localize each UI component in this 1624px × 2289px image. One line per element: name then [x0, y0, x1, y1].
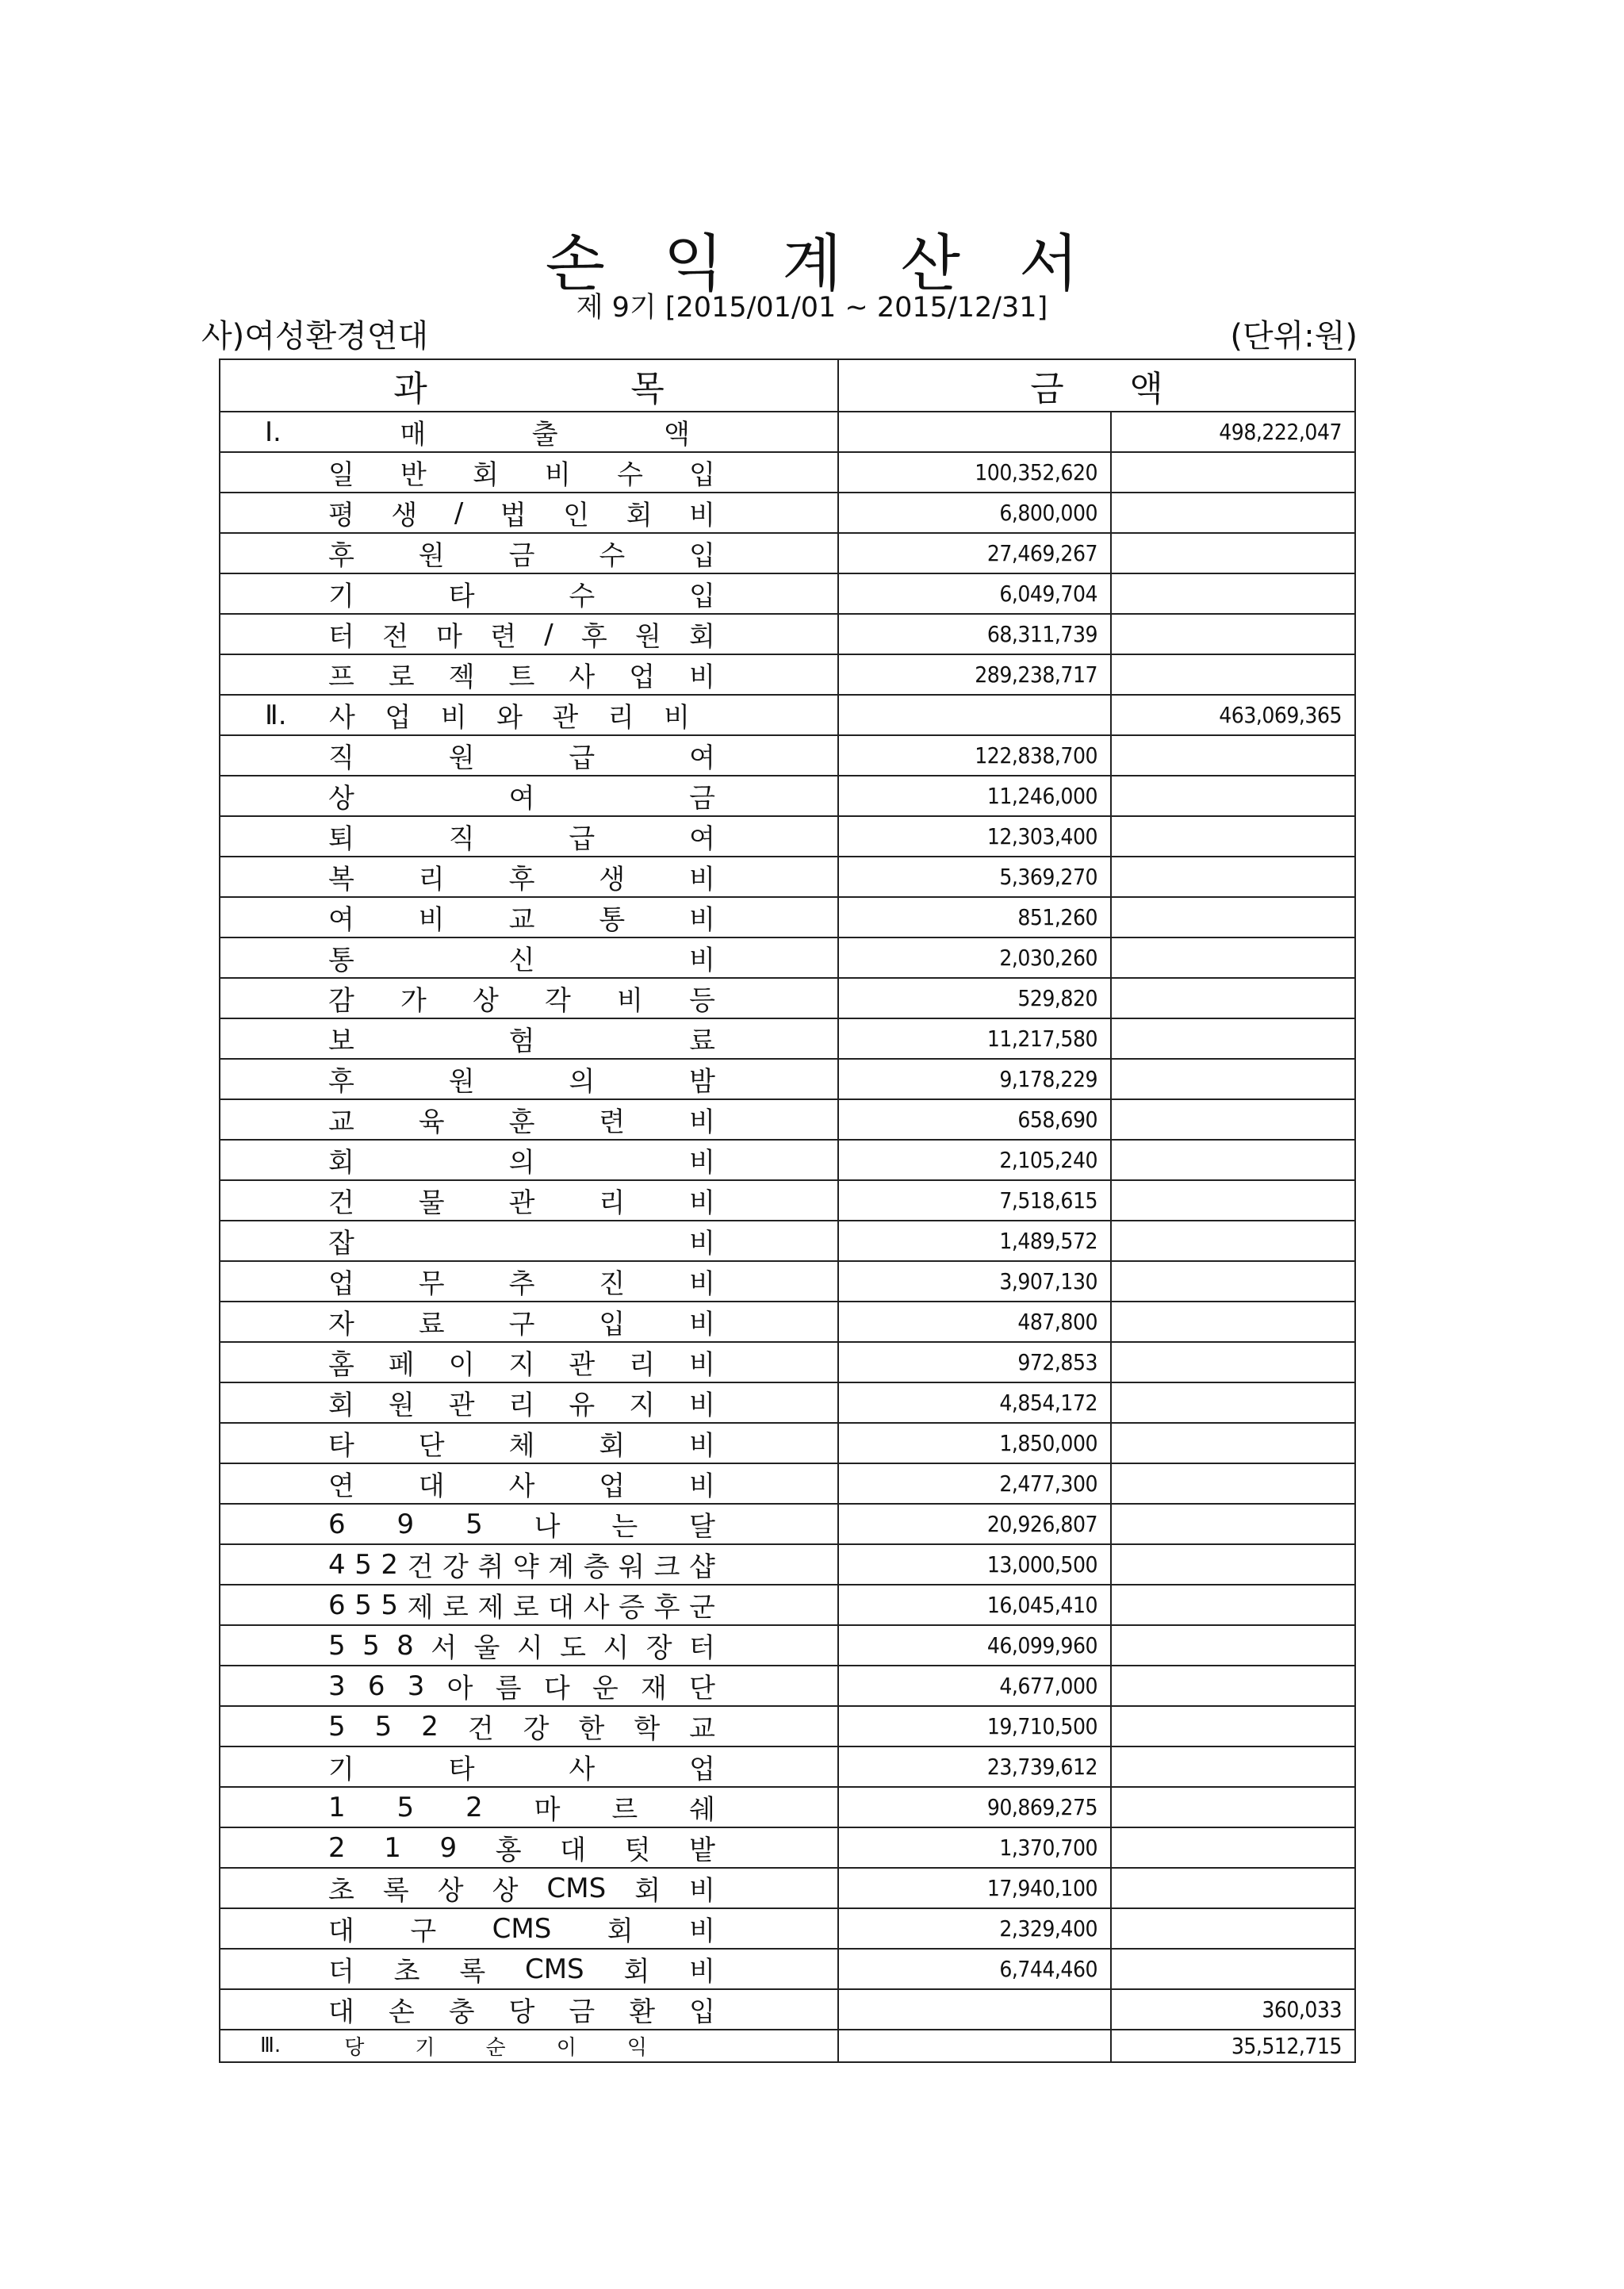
sub-amount-cell: 487,800: [838, 1302, 1111, 1342]
row-label: 회 원 관 리 유 지 비: [220, 1382, 838, 1423]
sub-amount-cell: 23,739,612: [838, 1746, 1111, 1787]
row-label: 여 비 교 통 비: [220, 897, 838, 937]
table-row: [220, 1180, 1355, 1221]
sub-amount-cell: 6,744,460: [838, 1949, 1111, 1989]
table-row: [220, 1018, 1355, 1059]
row-label: 기 타 수 입: [220, 573, 838, 614]
sub-amount-cell: 1,850,000: [838, 1423, 1111, 1463]
row-label: Ⅰ. 매 출 액: [220, 412, 838, 452]
sub-amount-cell: 16,045,410: [838, 1585, 1111, 1625]
sub-amount-cell: 2,477,300: [838, 1463, 1111, 1504]
total-amount-cell: [1111, 1666, 1355, 1706]
sub-amount-cell: 2,105,240: [838, 1140, 1111, 1180]
document-title: 손익계산서: [545, 228, 1138, 300]
amount-header: 금 액: [838, 359, 1355, 412]
sub-amount-cell: 9,178,229: [838, 1059, 1111, 1099]
table-row: [220, 1989, 1355, 2030]
total-amount-cell: [1111, 1302, 1355, 1342]
sub-amount-cell: 19,710,500: [838, 1706, 1111, 1746]
table-row: [220, 1585, 1355, 1625]
row-label: 감 가 상 각 비 등: [220, 978, 838, 1018]
sub-amount-cell: 658,690: [838, 1099, 1111, 1140]
total-amount-cell: [1111, 816, 1355, 857]
table-row: [220, 493, 1355, 533]
row-label: 건 물 관 리 비: [220, 1180, 838, 1221]
row-label: 퇴 직 급 여: [220, 816, 838, 857]
sub-amount-cell: 289,238,717: [838, 654, 1111, 695]
total-amount-cell: [1111, 937, 1355, 978]
row-label: 통 신 비: [220, 937, 838, 978]
sub-amount-cell: [838, 2030, 1111, 2062]
table-row: [220, 1342, 1355, 1382]
sub-amount-cell: 2,030,260: [838, 937, 1111, 978]
subject-header: 과 목: [220, 359, 838, 412]
total-amount-cell: [1111, 978, 1355, 1018]
total-amount-cell: [1111, 1261, 1355, 1302]
total-amount-cell: [1111, 1585, 1355, 1625]
total-amount-cell: [1111, 654, 1355, 695]
row-label: 잡 비: [220, 1221, 838, 1261]
table-row: [220, 412, 1355, 452]
row-label: 6 5 5 제 로 제 로 대 사 증 후 군: [220, 1585, 838, 1625]
sub-amount-cell: [838, 695, 1111, 735]
row-label: 평 생 / 법 인 회 비: [220, 493, 838, 533]
total-amount-cell: [1111, 1787, 1355, 1827]
row-label: 5 5 8 서 울 시 도 시 장 터: [220, 1625, 838, 1666]
total-amount-cell: 463,069,365: [1111, 695, 1355, 735]
sub-amount-cell: [838, 1989, 1111, 2030]
table-row: [220, 1504, 1355, 1544]
row-label: 2 1 9 홍 대 텃 밭: [220, 1827, 838, 1868]
total-amount-cell: [1111, 1342, 1355, 1382]
row-label: 일 반 회 비 수 입: [220, 452, 838, 493]
sub-amount-cell: 68,311,739: [838, 614, 1111, 654]
total-amount-cell: [1111, 1746, 1355, 1787]
table-row: [220, 1544, 1355, 1585]
row-label: 업 무 추 진 비: [220, 1261, 838, 1302]
total-amount-cell: 360,033: [1111, 1989, 1355, 2030]
total-amount-cell: [1111, 1706, 1355, 1746]
sub-amount-cell: [838, 412, 1111, 452]
table-row: [220, 614, 1355, 654]
row-label: 기 타 사 업: [220, 1746, 838, 1787]
sub-amount-cell: 17,940,100: [838, 1868, 1111, 1908]
total-amount-cell: [1111, 1221, 1355, 1261]
table-row: [220, 857, 1355, 897]
table-row: [220, 1463, 1355, 1504]
total-amount-cell: [1111, 897, 1355, 937]
sub-amount-cell: 5,369,270: [838, 857, 1111, 897]
row-label: 6 9 5 나 는 달: [220, 1504, 838, 1544]
row-label: 5 5 2 건 강 한 학 교: [220, 1706, 838, 1746]
row-label: 상 여 금: [220, 776, 838, 816]
row-label: 대 구 CMS 회 비: [220, 1908, 838, 1949]
total-amount-cell: [1111, 857, 1355, 897]
table-row: [220, 816, 1355, 857]
total-amount-cell: [1111, 573, 1355, 614]
table-row: [220, 735, 1355, 776]
row-label: 타 단 체 회 비: [220, 1423, 838, 1463]
table-row: [220, 1140, 1355, 1180]
sub-amount-cell: 20,926,807: [838, 1504, 1111, 1544]
row-label: 대 손 충 당 금 환 입: [220, 1989, 838, 2030]
sub-amount-cell: 6,049,704: [838, 573, 1111, 614]
table-row: [220, 533, 1355, 573]
row-label: Ⅱ. 사 업 비 와 관 리 비: [220, 695, 838, 735]
sub-amount-cell: 3,907,130: [838, 1261, 1111, 1302]
row-label: 교 육 훈 련 비: [220, 1099, 838, 1140]
row-label: 자 료 구 입 비: [220, 1302, 838, 1342]
table-row: [220, 452, 1355, 493]
table-row: [220, 654, 1355, 695]
table-row: [220, 1666, 1355, 1706]
fiscal-period: 제 9기 [2015/01/01 ~ 2015/12/31]: [576, 292, 1048, 324]
table-row: [220, 937, 1355, 978]
row-label: 초 록 상 상 CMS 회 비: [220, 1868, 838, 1908]
row-label: 후 원 의 밤: [220, 1059, 838, 1099]
total-amount-cell: [1111, 1059, 1355, 1099]
total-amount-cell: [1111, 1504, 1355, 1544]
sub-amount-cell: 6,800,000: [838, 493, 1111, 533]
table-header-row: [220, 359, 1355, 412]
row-label: 3 6 3 아 름 다 운 재 단: [220, 1666, 838, 1706]
row-label: 보 험 료: [220, 1018, 838, 1059]
table-row: [220, 1261, 1355, 1302]
table-row: [220, 1868, 1355, 1908]
table-row: [220, 1746, 1355, 1787]
table-row: [220, 1706, 1355, 1746]
table-row: [220, 573, 1355, 614]
total-amount-cell: [1111, 1544, 1355, 1585]
sub-amount-cell: 100,352,620: [838, 452, 1111, 493]
table-row: [220, 1908, 1355, 1949]
table-row: [220, 695, 1355, 735]
total-amount-cell: 35,512,715: [1111, 2030, 1355, 2062]
total-amount-cell: [1111, 735, 1355, 776]
total-amount-cell: [1111, 614, 1355, 654]
total-amount-cell: [1111, 1463, 1355, 1504]
table-row: [220, 1423, 1355, 1463]
sub-amount-cell: 13,000,500: [838, 1544, 1111, 1585]
table-row: [220, 776, 1355, 816]
table-row: [220, 1382, 1355, 1423]
section-number: Ⅰ.: [265, 416, 282, 448]
sub-amount-cell: 11,217,580: [838, 1018, 1111, 1059]
sub-amount-cell: 4,677,000: [838, 1666, 1111, 1706]
table-row: [220, 978, 1355, 1018]
table-row: [220, 1221, 1355, 1261]
row-label: 회 의 비: [220, 1140, 838, 1180]
sub-amount-cell: 2,329,400: [838, 1908, 1111, 1949]
total-amount-cell: [1111, 452, 1355, 493]
row-label: 1 5 2 마 르 쉐: [220, 1787, 838, 1827]
table-row: [220, 1059, 1355, 1099]
sub-amount-cell: 1,489,572: [838, 1221, 1111, 1261]
row-label: 터 전 마 련 / 후 원 회: [220, 614, 838, 654]
row-label: Ⅲ. 당 기 순 이 익: [220, 2030, 838, 2062]
currency-unit: (단위:원): [1230, 318, 1358, 355]
total-amount-cell: 498,222,047: [1111, 412, 1355, 452]
organization-name: 사)여성환경연대: [201, 318, 429, 355]
total-amount-cell: [1111, 533, 1355, 573]
sub-amount-cell: 12,303,400: [838, 816, 1111, 857]
row-label: 연 대 사 업 비: [220, 1463, 838, 1504]
sub-amount-cell: 90,869,275: [838, 1787, 1111, 1827]
sub-amount-cell: 529,820: [838, 978, 1111, 1018]
row-label: 후 원 금 수 입: [220, 533, 838, 573]
row-label: 프 로 젝 트 사 업 비: [220, 654, 838, 695]
row-label: 직 원 급 여: [220, 735, 838, 776]
total-amount-cell: [1111, 776, 1355, 816]
total-amount-cell: [1111, 1180, 1355, 1221]
total-amount-cell: [1111, 1018, 1355, 1059]
table-row: [220, 1787, 1355, 1827]
table-row: [220, 1302, 1355, 1342]
total-amount-cell: [1111, 1423, 1355, 1463]
row-label: 4 5 2 건 강 취 약 계 층 워 크 샵: [220, 1544, 838, 1585]
row-label: 더 초 록 CMS 회 비: [220, 1949, 838, 1989]
total-amount-cell: [1111, 1625, 1355, 1666]
sub-amount-cell: 122,838,700: [838, 735, 1111, 776]
row-label: 홈 페 이 지 관 리 비: [220, 1342, 838, 1382]
sub-amount-cell: 972,853: [838, 1342, 1111, 1382]
sub-amount-cell: 4,854,172: [838, 1382, 1111, 1423]
sub-amount-cell: 851,260: [838, 897, 1111, 937]
total-amount-cell: [1111, 1868, 1355, 1908]
section-number: Ⅱ.: [265, 699, 287, 731]
sub-amount-cell: 1,370,700: [838, 1827, 1111, 1868]
section-number: Ⅲ.: [260, 2034, 282, 2058]
total-amount-cell: [1111, 1908, 1355, 1949]
total-amount-cell: [1111, 1140, 1355, 1180]
table-row: [220, 1827, 1355, 1868]
income-statement-table: [219, 358, 1356, 2063]
table-row: [220, 1625, 1355, 1666]
total-amount-cell: [1111, 1949, 1355, 1989]
sub-amount-cell: 11,246,000: [838, 776, 1111, 816]
total-amount-cell: [1111, 1382, 1355, 1423]
table-row: [220, 897, 1355, 937]
sub-amount-cell: 27,469,267: [838, 533, 1111, 573]
total-amount-cell: [1111, 1827, 1355, 1868]
row-label: 복 리 후 생 비: [220, 857, 838, 897]
table-row: [220, 1099, 1355, 1140]
total-amount-cell: [1111, 493, 1355, 533]
total-amount-cell: [1111, 1099, 1355, 1140]
sub-amount-cell: 7,518,615: [838, 1180, 1111, 1221]
sub-amount-cell: 46,099,960: [838, 1625, 1111, 1666]
table-row: [220, 1949, 1355, 1989]
table-row: [220, 2030, 1355, 2062]
